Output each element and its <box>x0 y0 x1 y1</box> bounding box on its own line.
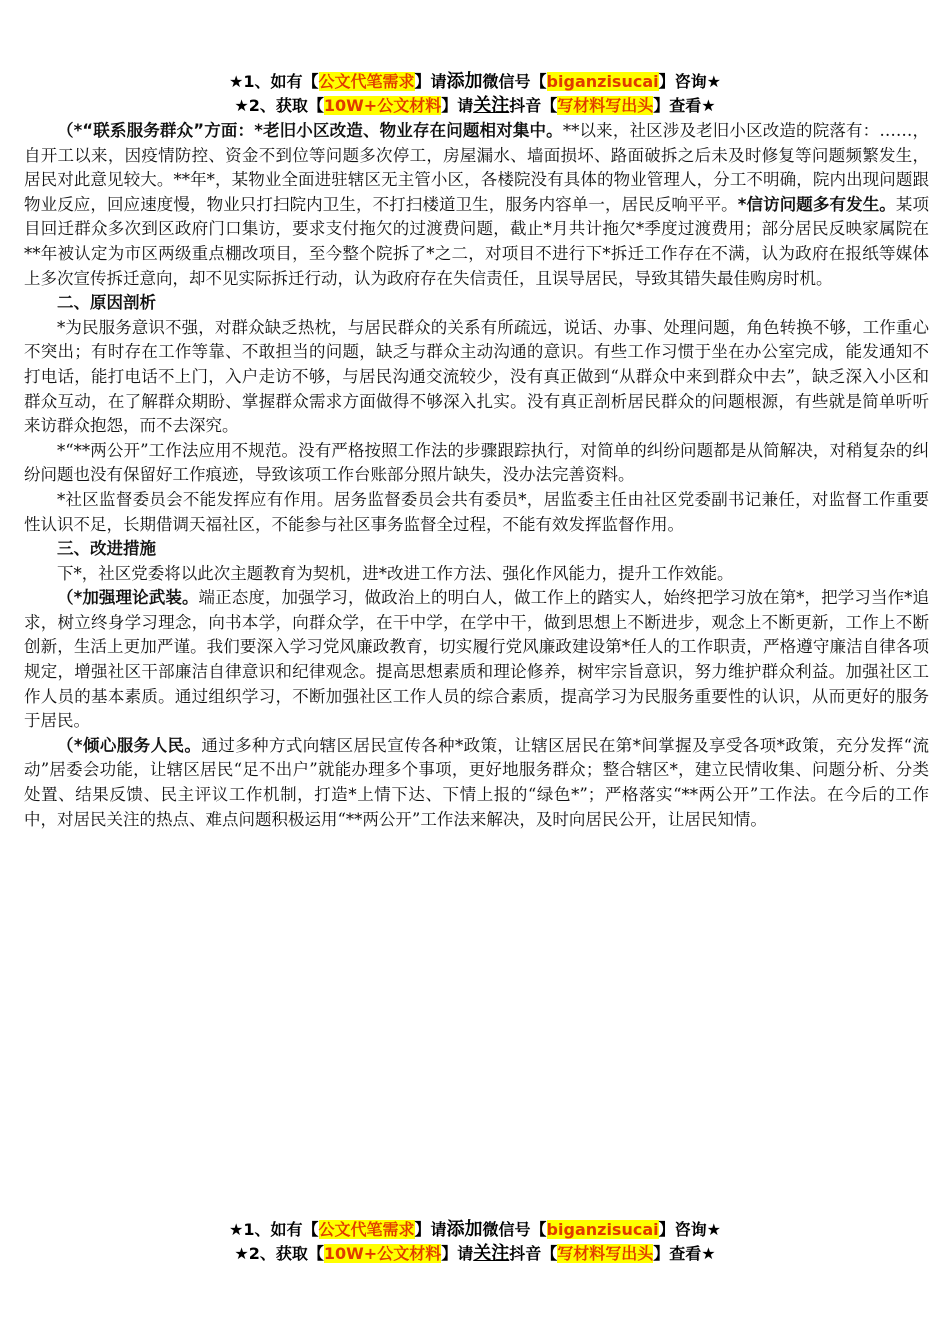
banner-text: 添加 <box>446 71 483 92</box>
banner-text: 】请 <box>414 1220 447 1239</box>
highlight-douyin: 写材料写出头 <box>557 1244 654 1263</box>
paragraph-4: *社区监督委员会不能发挥应有作用。居务监督委员会共有委员*，居监委主任由社区党委副书记兼任，对监督工作重要性认识不足，长期借调天福社区，不能参与社区事务监督全过程，不能有效发挥监督作用。 <box>24 489 929 534</box>
paragraph-2: *为民服务意识不强，对群众缺乏热枕，与居民群众的关系有所疏远，说话、办事、处理问题，角色转换不够，工作重心不突出；有时存在工作等靠、不敢担当的问题，缺乏与群众主动沟通的意识。有些工作习惯于坐在办公室完成，能发通知不打电话，能打电话不上门，入户走访不够，与居民沟通交流较少，没有真正做到“从群众中来到群众中去”，缺乏深入小区和群众互动，在了解群众期盼、掌握群众需求方面做得不够深入扎实。没有真正剖析居民群众的问题根源，有些就是简单听听来访群众抱怨，而不去深究。 <box>24 317 929 436</box>
banner-text: 关注 <box>473 1243 510 1264</box>
highlight-wechat-id: biganzisucai <box>546 72 659 91</box>
document-body <box>24 119 929 832</box>
paragraph-7 <box>24 734 929 832</box>
paragraph-lead: （*加强理论武装。 <box>57 588 199 608</box>
section-heading-2: 二、原因剖析 <box>57 293 156 313</box>
banner-line-2 <box>0 94 950 118</box>
banner-text: ★1、如有【 <box>229 1220 319 1239</box>
paragraph-lead: （*“联系服务群众”方面：*老旧小区改造、物业存在问题相对集中。 <box>57 121 563 140</box>
banner-text: ★1、如有【 <box>229 72 319 91</box>
highlight-douyin: 写材料写出头 <box>557 96 654 115</box>
highlight-wechat-id: biganzisucai <box>546 1220 659 1239</box>
paragraph-lead: *信访问题多有发生。 <box>737 194 896 214</box>
banner-line-2 <box>0 1242 950 1266</box>
banner-text: 】咨询★ <box>658 72 721 91</box>
banner-text: 】查看★ <box>653 96 716 115</box>
banner-text: 微信号【 <box>482 1220 547 1239</box>
paragraph-5: 下*，社区党委将以此次主题教育为契机，进*改进工作方法、强化作风能力，提升工作效能。 <box>57 563 734 583</box>
paragraph-text: **以来，社区涉及老旧小区改造的院落有：……，自开工以来，因疫情防控、资金不到位等问题多次停工，房屋漏水、墙面损坏、路面破拆之后未及时修复等问题频繁发生，居民对此意见较大。**年*，某物业全面进驻辖区无主管小区，各楼院没有具体的物业管理人，分工不明确，院内出现问题跟物业反应，回应速度慢，物业只打扫院内卫生，不打扫楼道卫生，服务内容单一，居民反响平平。 <box>24 121 929 214</box>
banner-text: ★2、获取【 <box>234 1244 324 1263</box>
banner-text: ★2、获取【 <box>234 96 324 115</box>
banner-text: 抖音【 <box>509 96 558 115</box>
banner-text: 】请 <box>441 96 474 115</box>
section-heading-3: 三、改进措施 <box>57 539 156 559</box>
banner-text: 抖音【 <box>509 1244 558 1263</box>
paragraph-lead: （*倾心服务人民。 <box>57 735 202 755</box>
banner-text: 关注 <box>473 95 510 116</box>
banner-text: 】咨询★ <box>658 1220 721 1239</box>
highlight-materials: 10W+公文材料 <box>323 1244 442 1263</box>
banner-text: 】请 <box>414 72 447 91</box>
highlight-ghostwriting: 公文代笔需求 <box>318 1220 415 1239</box>
paragraph-text: 某项目回迁群众多次到区政府门口集访，要求支付拖欠的过渡费问题，截止*月共计拖欠*季度过渡费用；部分居民反映家属院在**年被认定为市区两级重点棚改项目，至今整个院拆了*之二，对项目不进行下*拆迁工作存在不满，认为政府在报纸等媒体上多次宣传拆迁意向，却不见实际拆迁行动，认为政府存在失信责任，且误导居民，导致其错失最佳购房时机。 <box>24 194 930 288</box>
paragraph-text: 通过多种方式向辖区居民宣传各种*政策，让辖区居民在第*间掌握及享受各项*政策，充分发挥“流动”居委会功能，让辖区居民“足不出户”就能办理多个事项，更好地服务群众；整合辖区*，建立民情收集、问题分析、分类处置、结果反馈、民主评议工作机制，打造*上情下达、下情上报的“绿色*”；严格落实“**两公开”工作法。在今后的工作中，对居民关注的热点、难点问题积极运用“**两公开”工作法来解决，及时向居民公开，让居民知情。 <box>24 735 929 829</box>
banner-line-1 <box>0 1218 950 1242</box>
banner-text: 添加 <box>446 1219 483 1240</box>
top-banner <box>0 70 950 118</box>
banner-text: 】查看★ <box>653 1244 716 1263</box>
banner-line-1 <box>0 70 950 94</box>
highlight-ghostwriting: 公文代笔需求 <box>318 72 415 91</box>
paragraph-3: *“**两公开”工作法应用不规范。没有严格按照工作法的步骤跟踪执行，对简单的纠纷问题都是从简解决，对稍复杂的纠纷问题也没有保留好工作痕迹，导致该项工作台账部分照片缺失，没办法完善资料。 <box>24 440 929 485</box>
bottom-banner <box>0 1218 950 1266</box>
banner-text: 微信号【 <box>482 72 547 91</box>
paragraph-text: 端正态度，加强学习，做政治上的明白人，做工作上的踏实人，始终把学习放在第*，把学习当作*追求，树立终身学习理念，向书本学，向群众学，在干中学，在学中干，做到思想上不断进步，观念上不断更新，工作上不断创新，生活上更加严谨。我们要深入学习党风廉政教育，切实履行党风廉政建设第*任人的工作职责，严格遵守廉洁自律各项规定，增强社区干部廉洁自律意识和纪律观念。提高思想素质和理论修养，树牢宗旨意识，努力维护群众利益。加强社区工作人员的基本素质。通过组织学习，不断加强社区工作人员的综合素质，提高学习为民服务重要性的认识，从而更好的服务于居民。 <box>24 588 929 731</box>
banner-text: 】请 <box>441 1244 474 1263</box>
paragraph-1 <box>24 119 929 291</box>
paragraph-6 <box>24 586 929 734</box>
highlight-materials: 10W+公文材料 <box>323 96 442 115</box>
